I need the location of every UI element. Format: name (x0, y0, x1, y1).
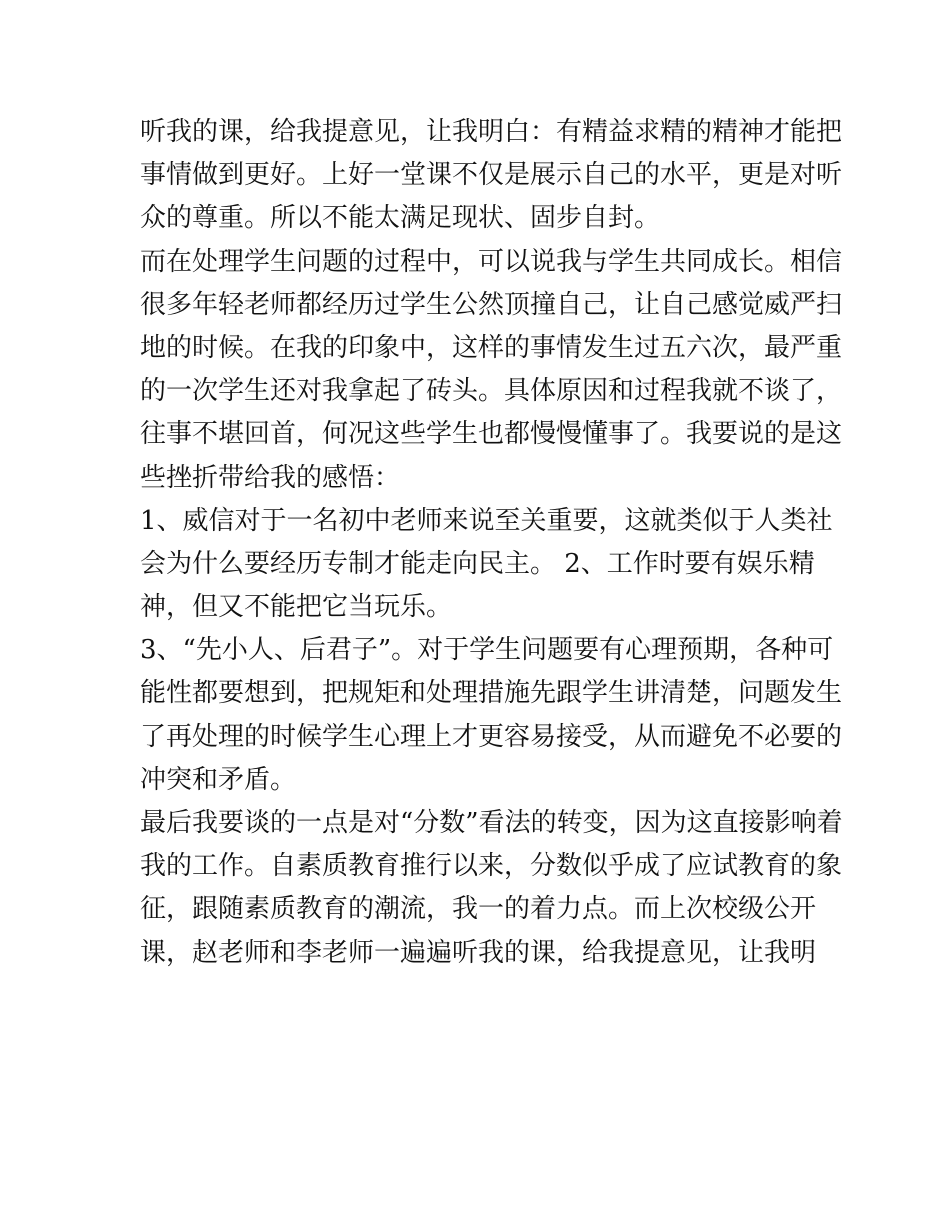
text-line: 地的时候。在我的印象中，这样的事情发生过五六次，最严重 (140, 332, 843, 363)
text-line: 很多年轻老师都经历过学生公然顶撞自己，让自己感觉威严扫 (140, 289, 843, 320)
text-line: 事情做到更好。上好一堂课不仅是展示自己的水平，更是对听 (140, 160, 843, 191)
text-line: 能性都要想到，把规矩和处理措施先跟学生讲清楚，问题发生 (140, 678, 843, 709)
text-line: 最后我要谈的一点是对“分数”看法的转变，因为这直接影响着 (140, 808, 843, 838)
text-line: 征，跟随素质教育的潮流，我一的着力点。而上次校级公开 (140, 894, 817, 925)
text-line: 了再处理的时候学生心理上才更容易接受，从而避免不必要的 (140, 721, 843, 752)
text-line: 3、“先小人、后君子”。对于学生问题要有心理预期，各种可 (140, 635, 834, 666)
text-line: 冲突和矛盾。 (140, 764, 297, 795)
text-line: 众的尊重。所以不能太满足现状、固步自封。 (140, 203, 661, 234)
document-page (140, 111, 843, 975)
text-line: 课，赵老师和李老师一遍遍听我的课，给我提意见，让我明 (140, 937, 817, 968)
text-line: 听我的课，给我提意见，让我明白：有精益求精的精神才能把 (140, 117, 843, 147)
text-line: 些挫折带给我的感悟： (140, 462, 401, 493)
text-line: 的一次学生还对我拿起了砖头。具体原因和过程我就不谈了， (140, 376, 843, 407)
text-line: 而在处理学生问题的过程中，可以说我与学生共同成长。相信 (140, 246, 843, 277)
text-line: 会为什么要经历专制才能走向民主。 2、工作时要有娱乐精 (140, 548, 815, 579)
text-line: 神，但又不能把它当玩乐。 (140, 592, 453, 623)
text-line: 往事不堪回首，何况这些学生也都慢慢懂事了。我要说的是这 (140, 419, 843, 450)
text-line: 1、威信对于一名初中老师来说至关重要，这就类似于人类社 (140, 505, 833, 536)
text-line: 我的工作。自素质教育推行以来，分数似乎成了应试教育的象 (140, 851, 843, 882)
